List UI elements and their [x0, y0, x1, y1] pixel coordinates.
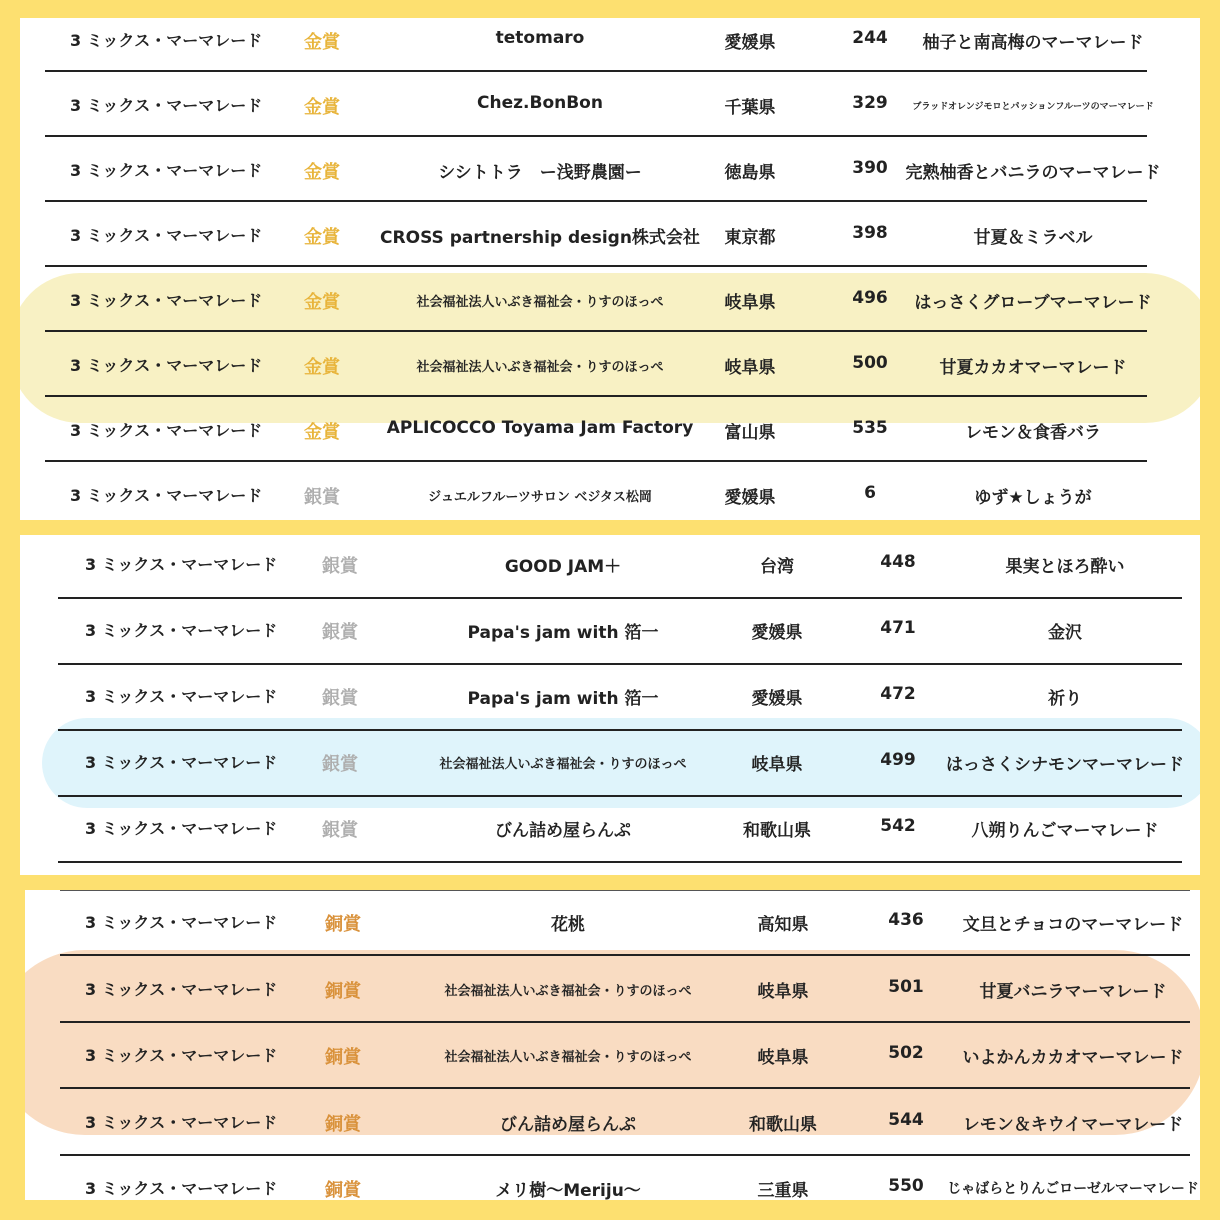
- org-cell: びん詰め屋らんぷ: [495, 821, 631, 841]
- category-cell: 3 ミックス・マーマレード: [85, 1112, 278, 1132]
- product-cell: じゃばらとりんごローゼルマーマレード: [947, 1181, 1199, 1197]
- table-row: [20, 353, 1200, 418]
- category-cell: 3 ミックス・マーマレード: [70, 226, 263, 245]
- num-cell: 535: [852, 418, 888, 438]
- category-cell: 3 ミックス・マーマレード: [70, 356, 263, 375]
- org-cell: CROSS partnership design株式会社: [380, 228, 700, 248]
- table-row: [25, 977, 1200, 1044]
- org-cell: 社会福祉法人いぶき福祉会・りすのほっぺ: [444, 983, 692, 999]
- org-cell: Papa's jam with 箔一: [467, 689, 659, 709]
- pref-cell: 台湾: [760, 557, 794, 577]
- org-cell: 社会福祉法人いぶき福祉会・りすのほっぺ: [416, 360, 664, 375]
- pref-cell: 岐阜県: [757, 981, 809, 1002]
- award-cell: 銅賞: [325, 1180, 361, 1200]
- table-row: [25, 1043, 1200, 1110]
- product-cell: 果実とほろ酔い: [1005, 557, 1125, 577]
- num-cell: 329: [852, 93, 888, 113]
- product-cell: いよかんカカオマーマレード: [962, 1048, 1184, 1068]
- award-cell: 金賞: [304, 422, 340, 443]
- row-divider: [60, 954, 1190, 956]
- table-row: [20, 158, 1200, 223]
- org-cell: びん詰め屋らんぷ: [500, 1114, 636, 1135]
- pref-cell: 岐阜県: [724, 293, 776, 313]
- gold-award-panel: [20, 18, 1200, 520]
- product-cell: 祈り: [1048, 689, 1082, 709]
- product-cell: 文旦とチョコのマーマレード: [962, 915, 1184, 935]
- row-divider: [60, 1021, 1190, 1023]
- num-cell: 436: [888, 910, 924, 930]
- pref-cell: 和歌山県: [749, 1114, 817, 1135]
- num-cell: 502: [888, 1043, 924, 1063]
- org-cell: シシトトラ ー浅野農園ー: [438, 163, 642, 183]
- category-cell: 3 ミックス・マーマレード: [85, 753, 278, 772]
- product-cell: 金沢: [1048, 623, 1082, 643]
- top-divider: [60, 890, 1190, 891]
- product-cell: レモン＆食香バラ: [965, 423, 1101, 443]
- row-divider: [45, 135, 1147, 137]
- org-cell: Papa's jam with 箔一: [467, 623, 659, 643]
- table-row: [25, 1176, 1200, 1200]
- row-divider: [45, 70, 1147, 72]
- org-cell: 花桃: [551, 915, 585, 935]
- org-cell: APLICOCCO Toyama Jam Factory: [386, 418, 694, 438]
- category-cell: 3 ミックス・マーマレード: [85, 1046, 278, 1065]
- row-divider: [58, 729, 1182, 731]
- pref-cell: 東京都: [724, 228, 776, 248]
- pref-cell: 愛媛県: [751, 623, 803, 643]
- product-cell: 甘夏カカオマーマレード: [939, 358, 1127, 378]
- product-cell: はっさくグローブマーマレード: [914, 293, 1152, 313]
- org-cell: GOOD JAM＋: [504, 557, 622, 577]
- pref-cell: 愛媛県: [724, 488, 776, 508]
- product-cell: はっさくシナモンマーマレード: [946, 755, 1184, 775]
- row-divider: [45, 265, 1147, 267]
- pref-cell: 岐阜県: [751, 755, 803, 775]
- silver-award-panel: [20, 535, 1200, 875]
- table-row: [25, 1110, 1200, 1177]
- category-cell: 3 ミックス・マーマレード: [70, 291, 263, 310]
- award-cell: 銀賞: [322, 754, 358, 775]
- row-divider: [45, 330, 1147, 332]
- award-cell: 銀賞: [304, 487, 340, 508]
- product-cell: 完熟柚香とバニラのマーマレード: [905, 163, 1161, 183]
- category-cell: 3 ミックス・マーマレード: [85, 979, 278, 999]
- table-row: [20, 684, 1200, 750]
- pref-cell: 愛媛県: [724, 33, 776, 53]
- award-cell: 金賞: [304, 97, 340, 118]
- table-row: [20, 418, 1200, 483]
- table-row: [20, 750, 1200, 816]
- award-cell: 銅賞: [325, 1113, 361, 1135]
- table-row: [20, 816, 1200, 875]
- category-cell: 3 ミックス・マーマレード: [70, 486, 263, 505]
- pref-cell: 高知県: [757, 915, 809, 935]
- award-cell: 金賞: [304, 32, 340, 53]
- award-cell: 銀賞: [322, 820, 358, 841]
- award-cell: 銀賞: [322, 556, 358, 577]
- pref-cell: 三重県: [757, 1181, 809, 1200]
- product-cell: 甘夏バニラマーマレード: [979, 981, 1167, 1002]
- award-cell: 金賞: [304, 357, 340, 378]
- num-cell: 500: [852, 353, 888, 373]
- bronze-award-panel: [25, 890, 1200, 1200]
- org-cell: Chez.BonBon: [477, 93, 603, 113]
- row-divider: [58, 663, 1182, 665]
- num-cell: 496: [852, 288, 888, 308]
- row-divider: [60, 1087, 1190, 1089]
- award-cell: 金賞: [304, 292, 340, 313]
- pref-cell: 千葉県: [724, 98, 776, 118]
- row-divider: [58, 597, 1182, 599]
- table-row: [20, 483, 1200, 520]
- num-cell: 398: [852, 223, 888, 243]
- award-cell: 銅賞: [325, 1047, 361, 1068]
- row-divider: [45, 460, 1147, 462]
- award-cell: 銅賞: [325, 980, 361, 1002]
- num-cell: 501: [888, 976, 924, 997]
- product-cell: 柚子と南高梅のマーマレード: [922, 33, 1144, 53]
- pref-cell: 岐阜県: [757, 1048, 809, 1068]
- row-divider: [58, 795, 1182, 797]
- num-cell: 448: [880, 552, 916, 572]
- num-cell: 6: [864, 483, 876, 503]
- row-divider: [45, 200, 1147, 202]
- org-cell: 社会福祉法人いぶき福祉会・りすのほっぺ: [439, 757, 687, 772]
- product-cell: 八朔りんごマーマレード: [971, 821, 1159, 841]
- product-cell: 甘夏＆ミラベル: [973, 228, 1093, 248]
- category-cell: 3 ミックス・マーマレード: [70, 421, 263, 440]
- category-cell: 3 ミックス・マーマレード: [85, 621, 278, 640]
- org-cell: tetomaro: [495, 28, 585, 48]
- pref-cell: 徳島県: [724, 163, 776, 183]
- category-cell: 3 ミックス・マーマレード: [85, 913, 278, 932]
- category-cell: 3 ミックス・マーマレード: [85, 1179, 278, 1198]
- table-row: [20, 618, 1200, 684]
- org-cell: 社会福祉法人いぶき福祉会・りすのほっぺ: [416, 295, 664, 310]
- table-row: [20, 223, 1200, 288]
- product-cell: レモン＆キウイマーマレード: [962, 1114, 1184, 1135]
- num-cell: 499: [880, 750, 916, 770]
- table-row: [20, 288, 1200, 353]
- row-divider: [60, 1154, 1190, 1156]
- category-cell: 3 ミックス・マーマレード: [70, 31, 263, 50]
- award-cell: 銀賞: [322, 688, 358, 709]
- org-cell: メリ樹～Meriju～: [495, 1181, 641, 1200]
- category-cell: 3 ミックス・マーマレード: [85, 819, 278, 838]
- org-cell: ジュエルフルーツサロン ベジタス松岡: [428, 490, 652, 505]
- award-cell: 金賞: [304, 227, 340, 248]
- table-row: [20, 28, 1200, 93]
- row-divider: [45, 395, 1147, 397]
- table-row: [20, 93, 1200, 158]
- award-cell: 銀賞: [322, 622, 358, 643]
- category-cell: 3 ミックス・マーマレード: [70, 161, 263, 180]
- num-cell: 542: [880, 816, 916, 836]
- num-cell: 544: [888, 1109, 924, 1130]
- num-cell: 471: [880, 618, 916, 638]
- product-cell: ブラッドオレンジモロとパッションフルーツのマーマレード: [912, 102, 1154, 112]
- num-cell: 550: [888, 1176, 924, 1196]
- num-cell: 244: [852, 28, 888, 48]
- num-cell: 472: [880, 684, 916, 704]
- pref-cell: 富山県: [724, 423, 776, 443]
- table-row: [20, 552, 1200, 618]
- org-cell: 社会福祉法人いぶき福祉会・りすのほっぺ: [444, 1050, 692, 1065]
- category-cell: 3 ミックス・マーマレード: [85, 687, 278, 706]
- category-cell: 3 ミックス・マーマレード: [70, 96, 263, 115]
- award-cell: 銅賞: [325, 914, 361, 935]
- row-divider: [58, 861, 1182, 863]
- pref-cell: 和歌山県: [743, 821, 811, 841]
- product-cell: ゆず★しょうが: [974, 488, 1092, 508]
- category-cell: 3 ミックス・マーマレード: [85, 555, 278, 574]
- table-row: [25, 910, 1200, 977]
- pref-cell: 岐阜県: [724, 358, 776, 378]
- pref-cell: 愛媛県: [751, 689, 803, 709]
- award-cell: 金賞: [304, 162, 340, 183]
- num-cell: 390: [852, 158, 888, 178]
